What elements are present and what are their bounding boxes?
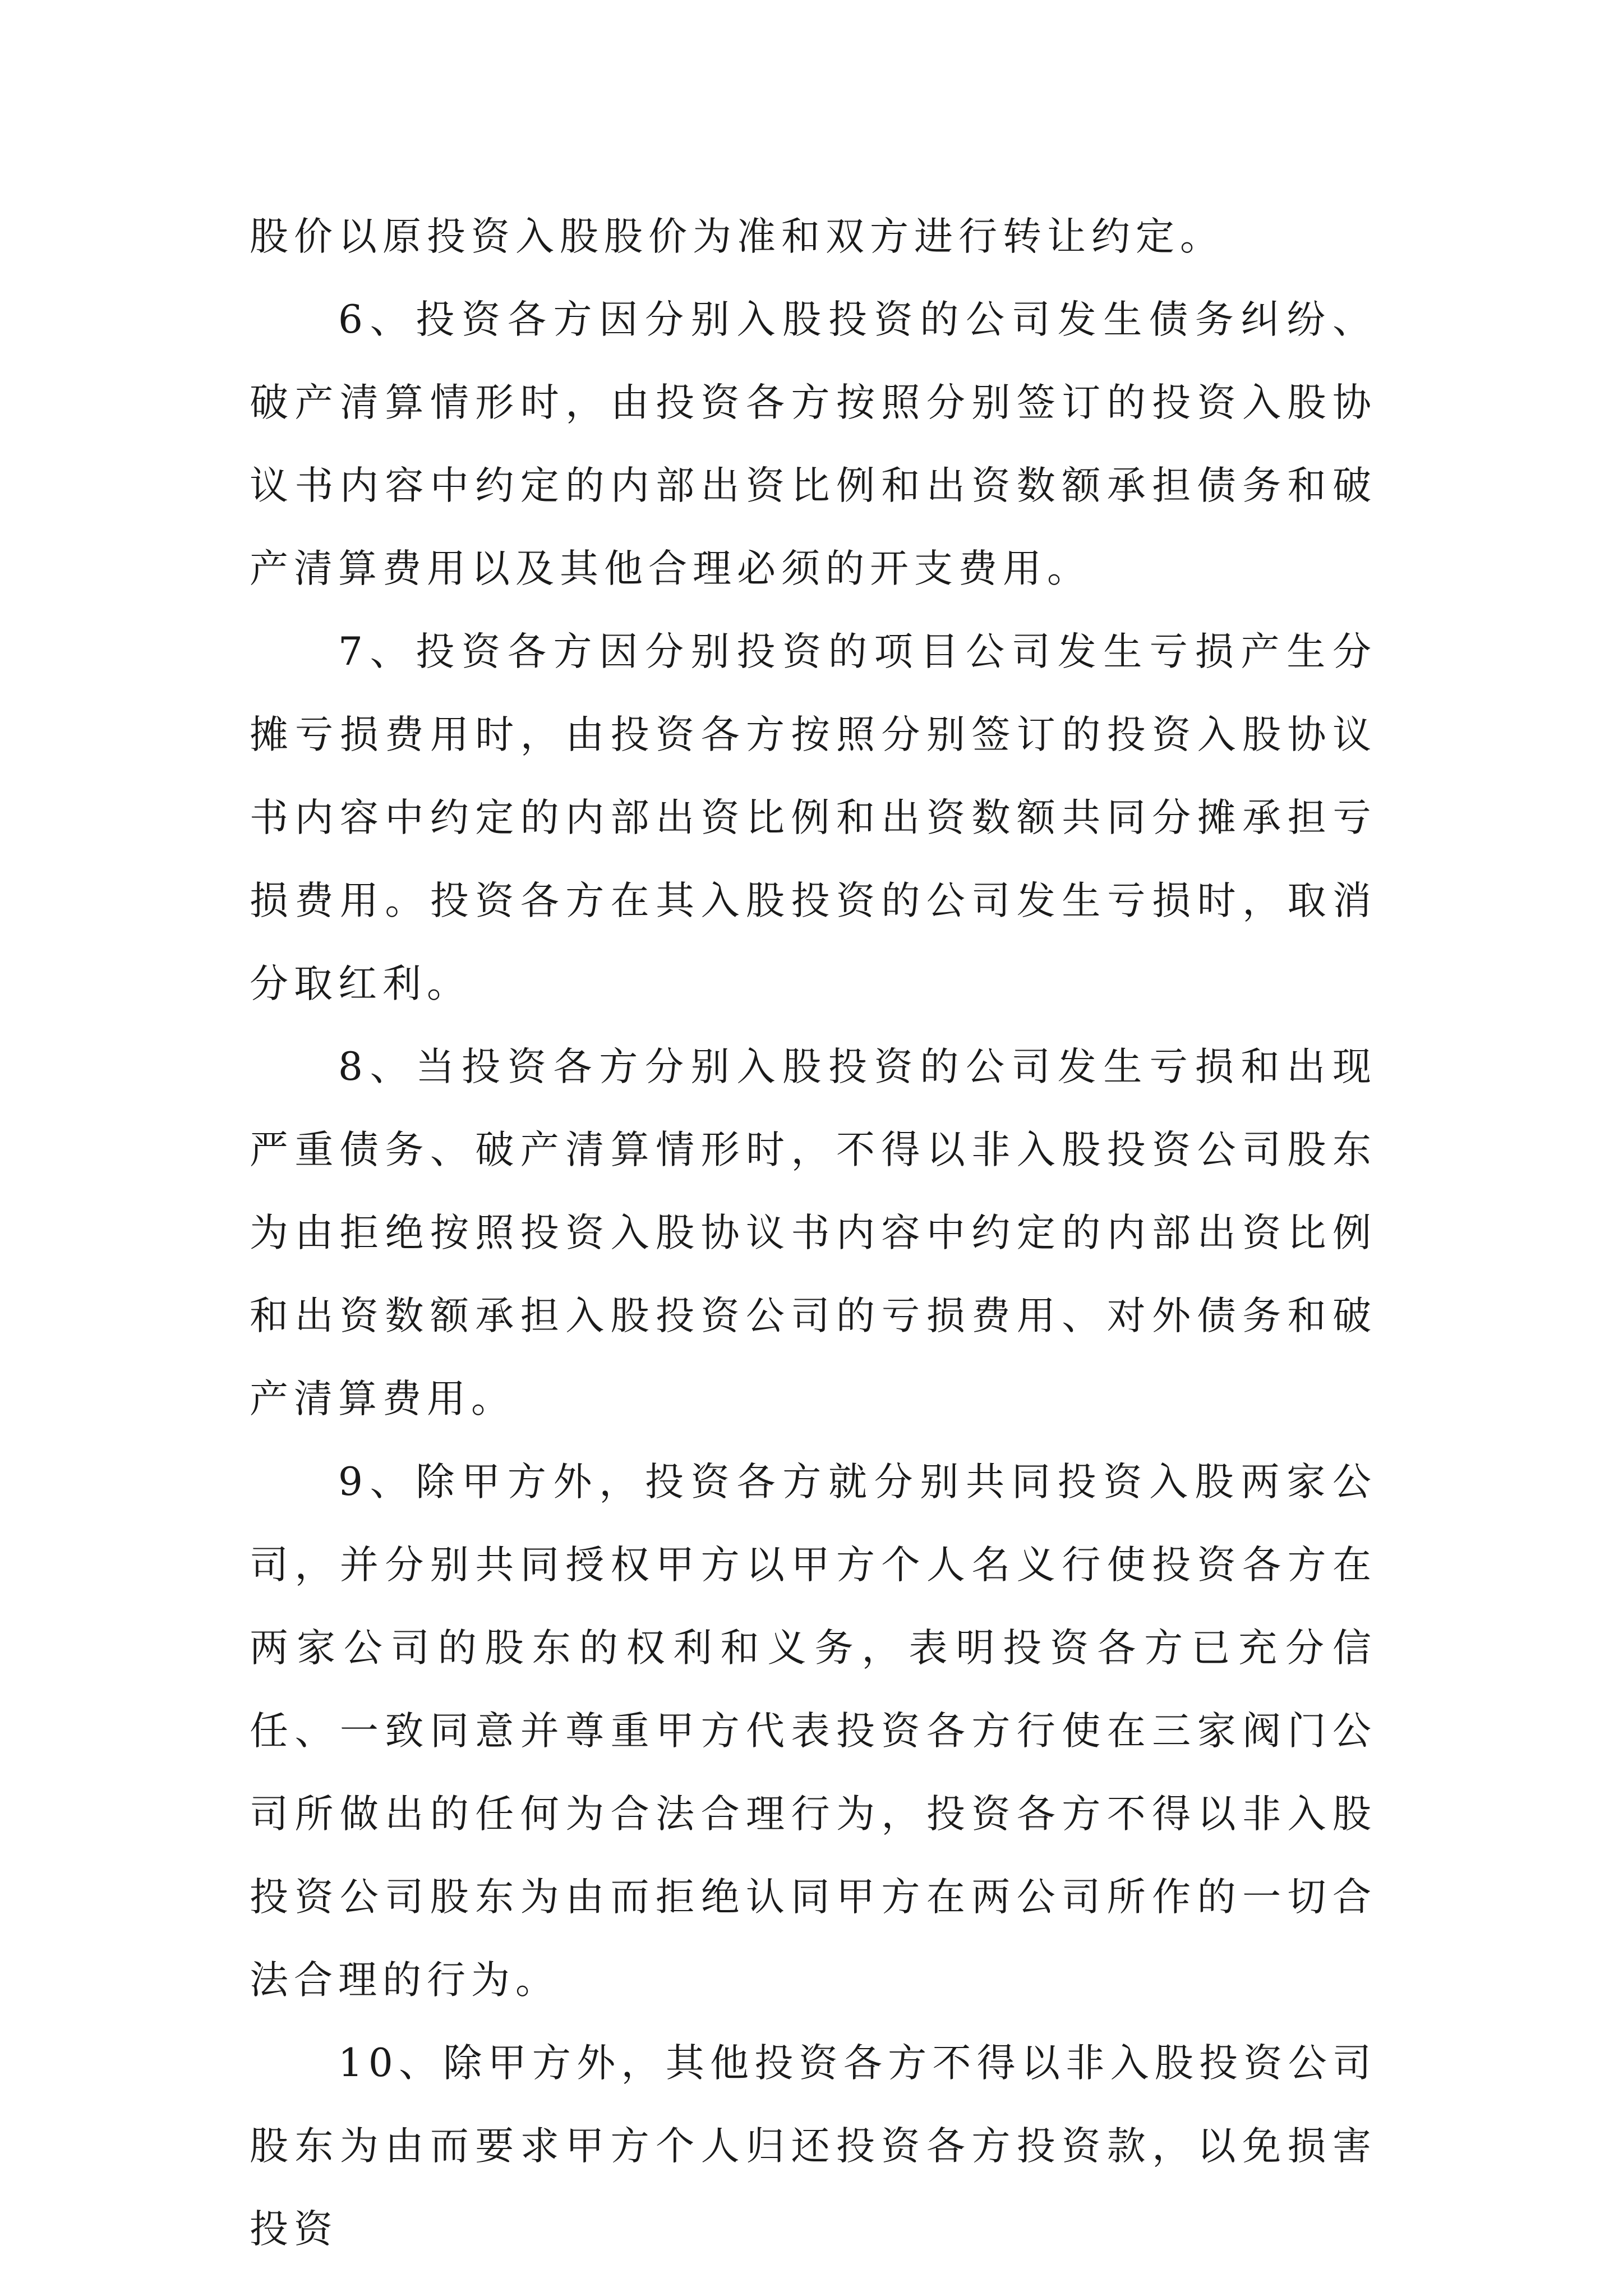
paragraph-clause-8: 8、当投资各方分别入股投资的公司发生亏损和出现严重债务、破产清算情形时，不得以非入股投资公司股东为由拒绝按照投资入股协议书内容中约定的内部出资比例和出资数额承担入股投资公司的亏损费用、对外债务和破产清算费用。	[250, 1045, 1377, 1421]
paragraph-clause-7: 7、投资各方因分别投资的项目公司发生亏损产生分摊亏损费用时，由投资各方按照分别签订的投资入股协议书内容中约定的内部出资比例和出资数额共同分摊承担亏损费用。投资各方在其入股投资的公司发生亏损时，取消分取红利。	[250, 629, 1377, 1006]
paragraph-continuation: 股价以原投资入股股价为准和双方进行转让约定。	[250, 214, 1224, 259]
paragraph-clause-10: 10、除甲方外，其他投资各方不得以非入股投资公司股东为由而要求甲方个人归还投资各方投资款，以免损害投资	[250, 2041, 1377, 2252]
paragraph-clause-9: 9、除甲方外，投资各方就分别共同投资入股两家公司，并分别共同授权甲方以甲方个人名义行使投资各方在两家公司的股东的权利和义务，表明投资各方已充分信任、一致同意并尊重甲方代表投资各方行使在三家阀门公司所做出的任何为合法合理行为，投资各方不得以非入股投资公司股东为由而拒绝认同甲方在两公司所作的一切合法合理的行为。	[250, 1460, 1377, 2003]
document-body	[250, 195, 1377, 2271]
paragraph-clause-6: 6、投资各方因分别入股投资的公司发生债务纠纷、破产清算情形时，由投资各方按照分别签订的投资入股协议书内容中约定的内部出资比例和出资数额承担债务和破产清算费用以及其他合理必须的开支费用。	[250, 297, 1377, 591]
